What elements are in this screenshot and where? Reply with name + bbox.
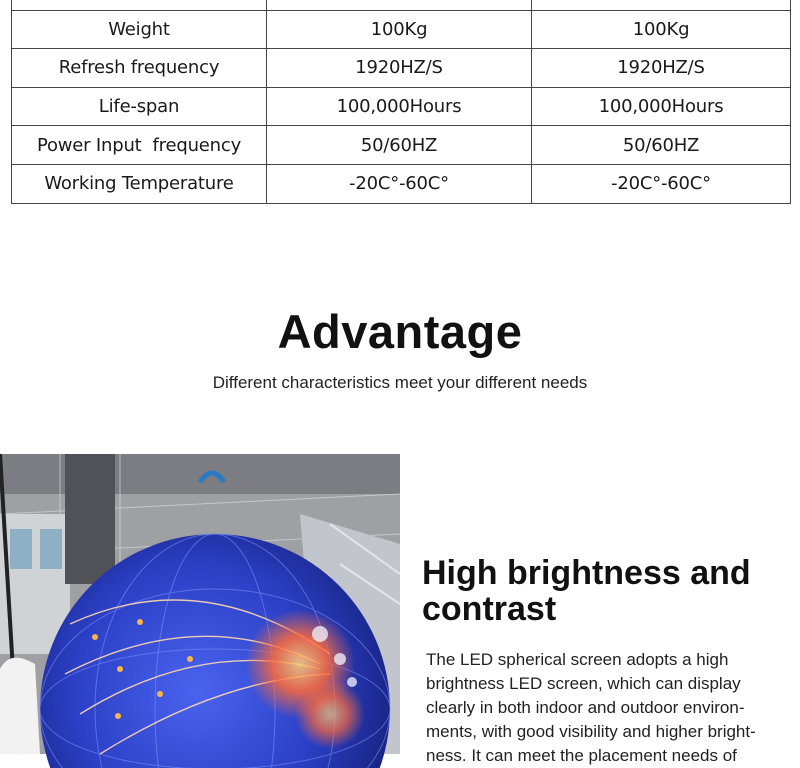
spec-label xyxy=(12,0,267,10)
spec-label: Power Input frequency xyxy=(12,126,267,165)
spec-value-a: 100,000Hours xyxy=(267,87,532,126)
feature-description-line: brightness LED screen, which can display xyxy=(426,674,741,693)
table-row xyxy=(12,164,791,203)
spec-value-a: 1920HZ/S xyxy=(267,49,532,88)
spec-value-b: 100Kg xyxy=(532,10,791,49)
spec-value-a: 50/60HZ xyxy=(267,126,532,165)
led-sphere-photo xyxy=(0,454,400,754)
spec-value-b: 100,000Hours xyxy=(532,87,791,126)
spec-value-b: 1920HZ/S xyxy=(532,49,791,88)
spec-value-b: -20C°-60C° xyxy=(532,164,791,203)
table-row xyxy=(12,126,791,165)
spec-label: Life-span xyxy=(12,87,267,126)
feature-title: High brightness and contrast xyxy=(422,554,751,628)
spec-value-b: 50/60HZ xyxy=(532,126,791,165)
table-row xyxy=(12,87,791,126)
feature-description-line: ments, with good visibility and higher bright- xyxy=(426,722,756,741)
spec-table xyxy=(11,0,791,204)
led-sphere-illustration xyxy=(0,454,400,754)
feature-description-line: ness. It can meet the placement needs of xyxy=(426,746,737,765)
spec-label: Weight xyxy=(12,10,267,49)
spec-value-b xyxy=(532,0,791,10)
spec-value-a: -20C°-60C° xyxy=(267,164,532,203)
feature-description-line: The LED spherical screen adopts a high xyxy=(426,650,729,669)
spec-label: Refresh frequency xyxy=(12,49,267,88)
table-row xyxy=(12,49,791,88)
spec-value-a xyxy=(267,0,532,10)
spec-value-a: 100Kg xyxy=(267,10,532,49)
advantage-title: Advantage xyxy=(277,305,523,358)
feature-description-line: clearly in both indoor and outdoor environ- xyxy=(426,698,745,717)
table-row xyxy=(12,10,791,49)
feature-description xyxy=(426,648,786,768)
table-row xyxy=(12,0,791,10)
spec-label: Working Temperature xyxy=(12,164,267,203)
advantage-subtitle: Different characteristics meet your different needs xyxy=(212,373,588,392)
